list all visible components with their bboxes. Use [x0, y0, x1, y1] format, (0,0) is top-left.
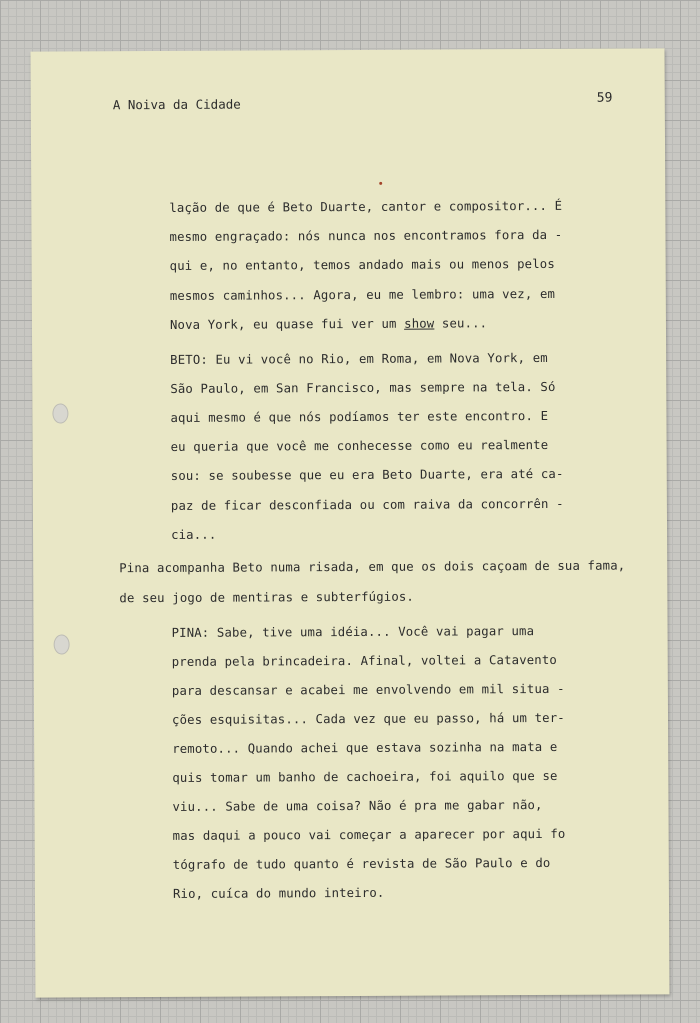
dialogue-line: Rio, cuíca do mundo inteiro.	[172, 885, 385, 901]
dialogue-line: paz de ficar desconfiada ou com raiva da concorrên -	[170, 496, 564, 513]
dialogue-line: aqui mesmo é que nós podíamos ter este encontro. E	[170, 408, 549, 425]
text-line: mesmos caminhos... Agora, eu me lembro: uma vez, em	[169, 286, 556, 303]
dialogue-line: quis tomar um banho de cachoeira, foi aquilo que se	[172, 768, 558, 785]
dialogue-line: mas daqui a pouco vai começar a aparecer por aqui fo	[172, 826, 566, 843]
typed-page	[31, 48, 670, 997]
page-number: 59	[596, 90, 613, 106]
dialogue-line: ções esquisitas... Cada vez que eu passo, há um ter-	[171, 710, 565, 727]
text-segment: Nova York, eu quase fui ver um	[169, 316, 405, 332]
dialogue-line: tógrafo de tudo quanto é revista de São Paulo e do	[172, 855, 551, 872]
dialogue-line: BETO: Eu vi você no Rio, em Roma, em Nova York, em	[170, 350, 548, 367]
text-line	[170, 316, 487, 332]
dialogue-line: cia...	[171, 527, 217, 542]
stage-direction-line: Pina acompanha Beto numa risada, em que os dois caçoam de sua fama,	[119, 558, 626, 576]
text-segment: seu...	[434, 316, 488, 331]
stage-direction-line: de seu jogo de mentiras e subterfúgios.	[119, 589, 415, 606]
dialogue-line: remoto... Quando achei que estava sozinha na mata e	[172, 739, 558, 756]
dialogue-line: PINA: Sabe, tive uma idéia... Você vai pagar uma	[171, 624, 535, 640]
dialogue-line: prenda pela brincadeira. Afinal, voltei a Catavento	[171, 652, 557, 669]
dialogue-line: viu... Sabe de uma coisa? Não é pra me gabar não,	[172, 797, 543, 814]
dialogue-line: sou: se soubesse que eu era Beto Duarte, era até ca-	[170, 466, 564, 483]
dialogue-line: eu queria que você me conhecesse como eu realmente	[170, 437, 549, 454]
punch-hole-bottom	[54, 634, 70, 654]
underlined-word: show	[404, 316, 435, 331]
text-line: mesmo engraçado: nós nunca nos encontramos fora da -	[169, 227, 563, 244]
text-line: qui e, no entanto, temos andado mais ou menos pelos	[169, 256, 555, 273]
dialogue-line: para descansar e acabei me envolvendo em mil situa -	[171, 681, 565, 698]
text-line: lação de que é Beto Duarte, cantor e compositor... É	[169, 198, 563, 215]
punch-hole-top	[52, 403, 68, 423]
ink-dot	[379, 182, 382, 185]
page-header-title: A Noiva da Cidade	[112, 96, 241, 113]
dialogue-line: São Paulo, em San Francisco, mas sempre na tela. Só	[170, 379, 556, 396]
